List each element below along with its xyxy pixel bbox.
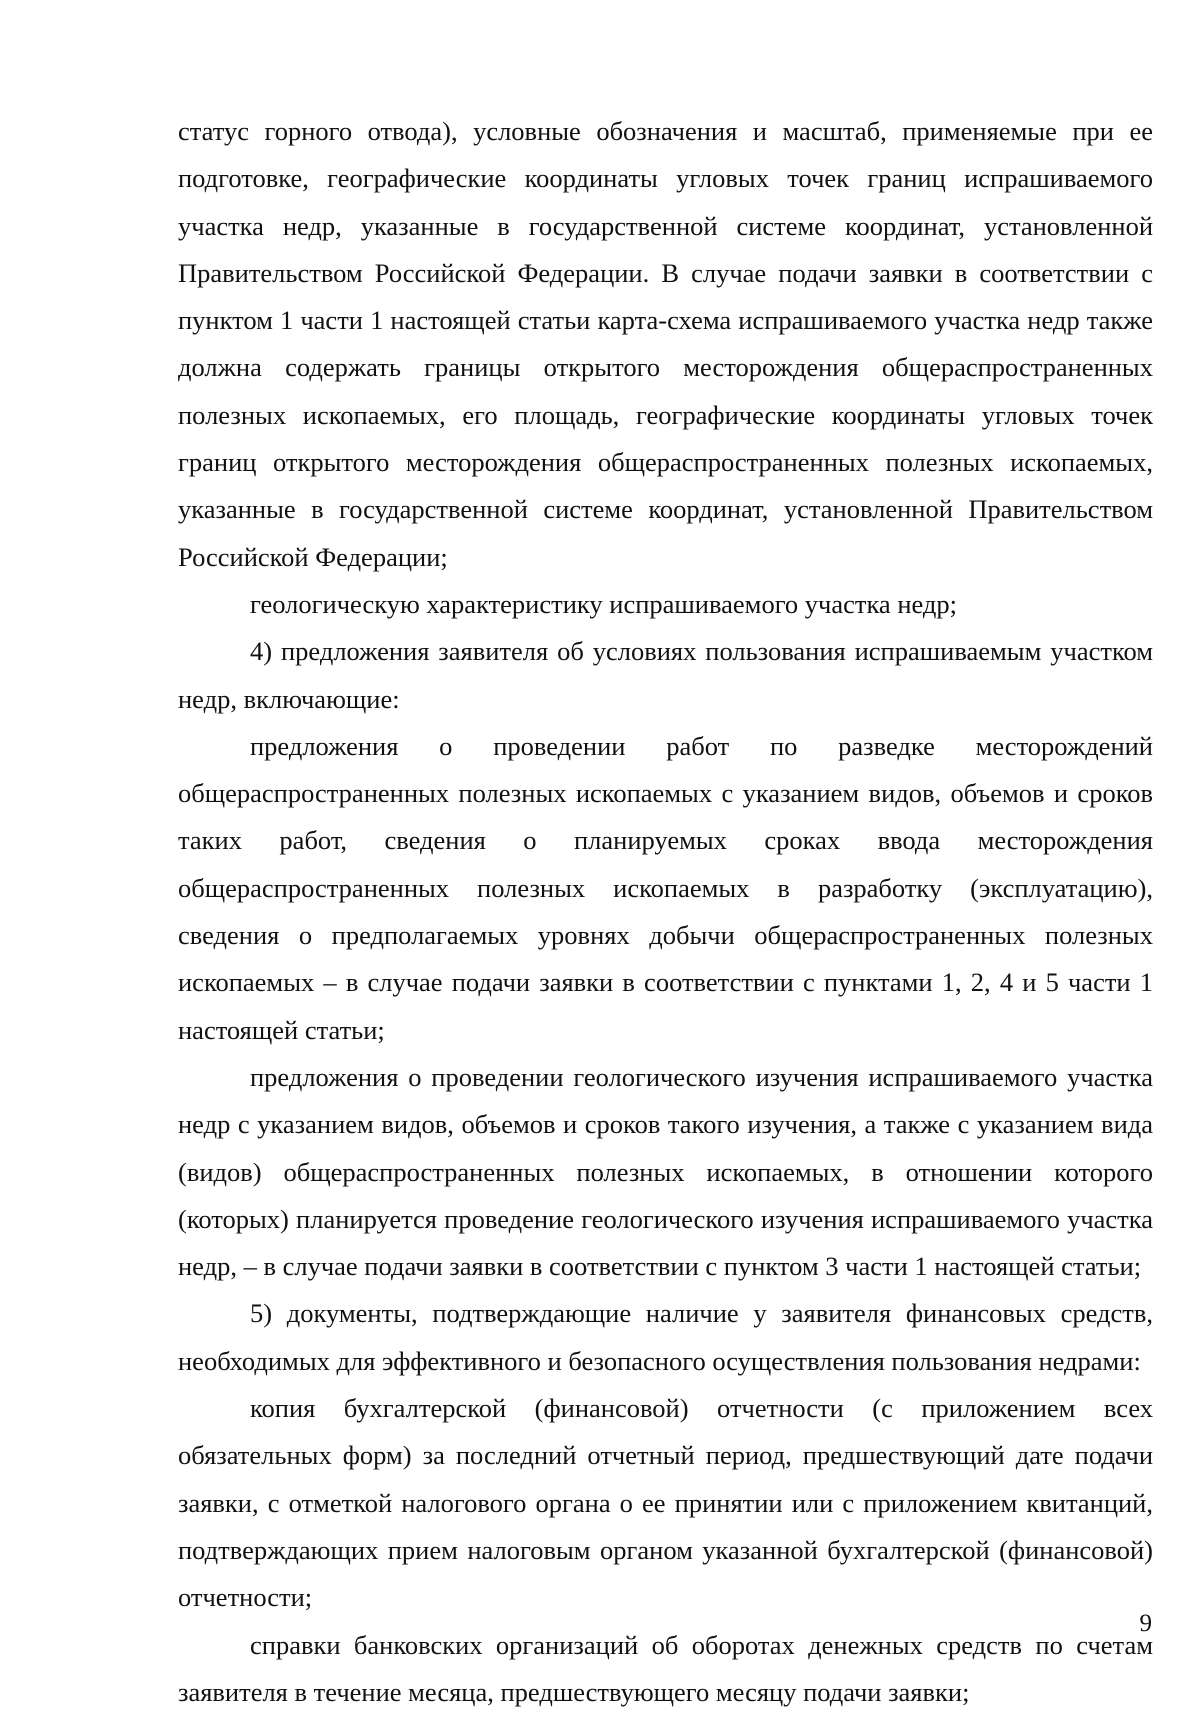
- paragraph-exploration-proposals: предложения о проведении работ по разведке месторождений общераспространенных полезных ископаемых с указанием видов, объемов и сроков таких работ, сведения о планируемых сроках ввода месторождения общераспространенных полезных ископаемых в разработку (эксплуатацию), сведения о предполагаемых уровнях добычи общераспространенных полезных ископаемых – в случае подачи заявки в соответствии с пунктами 1, 2, 4 и 5 части 1 настоящей статьи;: [178, 723, 1153, 1054]
- paragraph-bank-statements: справки банковских организаций об оборотах денежных средств по счетам заявителя в течение месяца, предшествующего месяцу подачи заявки;: [178, 1622, 1153, 1716]
- paragraph-item-4-proposals: 4) предложения заявителя об условиях пользования испрашиваемым участком недр, включающие:: [178, 628, 1153, 723]
- paragraph-item-5-financial-documents: 5) документы, подтверждающие наличие у заявителя финансовых средств, необходимых для эффективного и безопасного осуществления пользования недрами:: [178, 1290, 1153, 1385]
- paragraph-geological-characteristics: геологическую характеристику испрашиваемого участка недр;: [178, 581, 1153, 628]
- page-number: 9: [1140, 1610, 1153, 1638]
- paragraph-accounting-statements-copy: копия бухгалтерской (финансовой) отчетности (с приложением всех обязательных форм) за последний отчетный период, предшествующий дате подачи заявки, с отметкой налогового органа о ее принятии или с приложением квитанций, подтверждающих прием налоговым органом указанной бухгалтерской (финансовой) отчетности;: [178, 1385, 1153, 1621]
- document-body: [178, 108, 1153, 1716]
- paragraph-geological-study-proposals: предложения о проведении геологического изучения испрашиваемого участка недр с указанием видов, объемов и сроков такого изучения, а также с указанием вида (видов) общераспространенных полезных ископаемых, в отношении которого (которых) планируется проведение геологического изучения испрашиваемого участка недр, – в случае подачи заявки в соответствии с пунктом 3 части 1 настоящей статьи;: [178, 1054, 1153, 1290]
- paragraph-map-scheme-continuation: статус горного отвода), условные обозначения и масштаб, применяемые при ее подготовке, географические координаты угловых точек границ испрашиваемого участка недр, указанные в государственной системе координат, установленной Правительством Российской Федерации. В случае подачи заявки в соответствии с пунктом 1 части 1 настоящей статьи карта-схема испрашиваемого участка недр также должна содержать границы открытого месторождения общераспространенных полезных ископаемых, его площадь, географические координаты угловых точек границ открытого месторождения общераспространенных полезных ископаемых, указанные в государственной системе координат, установленной Правительством Российской Федерации;: [178, 108, 1153, 581]
